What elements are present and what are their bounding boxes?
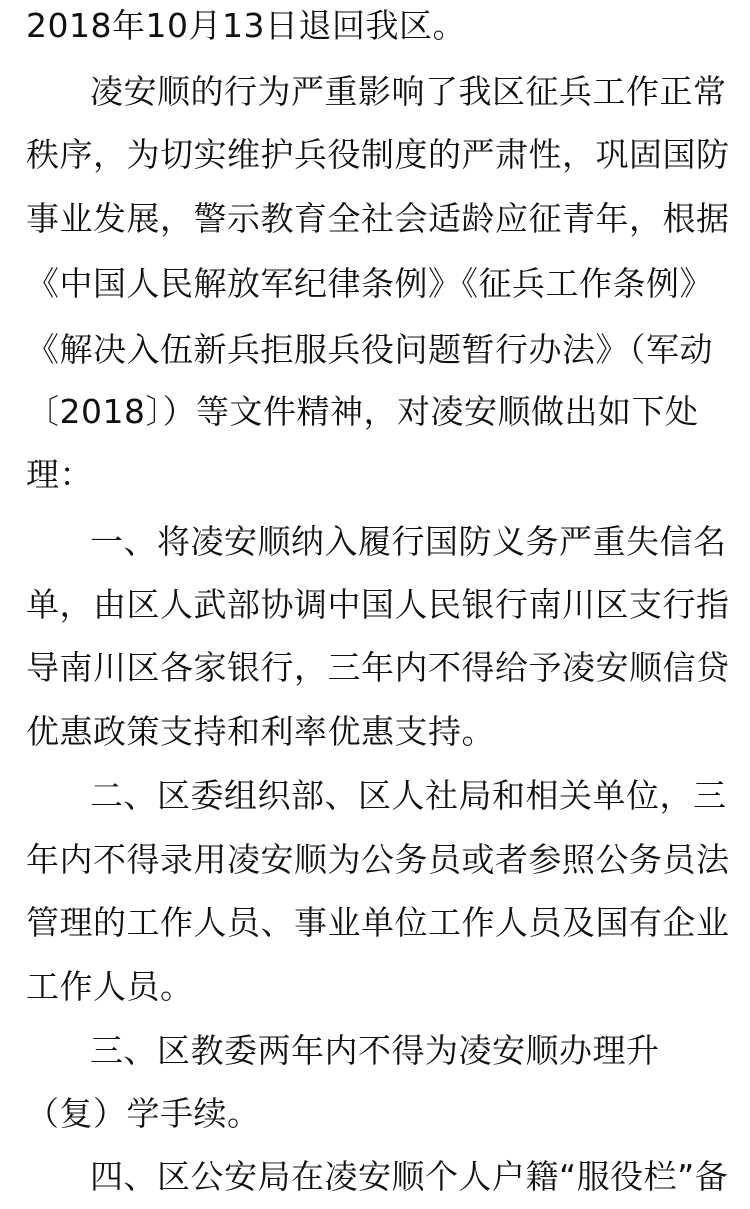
item-two-line: 管理的工作人员、事业单位工作人员及国有企业	[26, 903, 730, 942]
paragraph-line: 事业发展，警示教育全社会适龄应征青年，根据	[26, 199, 730, 238]
item-two-line: 工作人员。	[26, 967, 194, 1006]
paragraph-line: 凌安顺的行为严重影响了我区征兵工作正常	[90, 72, 727, 111]
item-two-line: 年内不得录用凌安顺为公务员或者参照公务员法	[26, 840, 730, 879]
paragraph-line: 《解决入伍新兵拒服兵役问题暂行办法》（军动	[26, 330, 713, 369]
paragraph-line: 理：	[26, 455, 93, 494]
item-two-line: 二、区委组织部、区人社局和相关单位，三	[90, 776, 727, 815]
paragraph-line: 秩序，为切实维护兵役制度的严肃性，巩固国防	[26, 135, 730, 174]
item-one-line: 一、将凌安顺纳入履行国防义务严重失信名	[90, 522, 727, 561]
paragraph-line: 〔2018〕）等文件精神，对凌安顺做出如下处	[26, 392, 699, 431]
item-one-line: 导南川区各家银行，三年内不得给予凌安顺信贷	[26, 648, 730, 687]
item-three-line: （复）学手续。	[26, 1094, 261, 1133]
paragraph-line: 《中国人民解放军纪律条例》《征兵工作条例》	[26, 264, 713, 303]
item-one-line: 单，由区人武部协调中国人民银行南川区支行指	[26, 585, 730, 624]
item-one-line: 优惠政策支持和利率优惠支持。	[26, 712, 495, 751]
text-line-1: 2018年10月13日退回我区。	[26, 6, 466, 45]
item-four-line: 四、区公安局在凌安顺个人户籍“服役栏”备	[90, 1157, 729, 1196]
item-three-line: 三、区教委两年内不得为凌安顺办理升	[90, 1031, 660, 1070]
